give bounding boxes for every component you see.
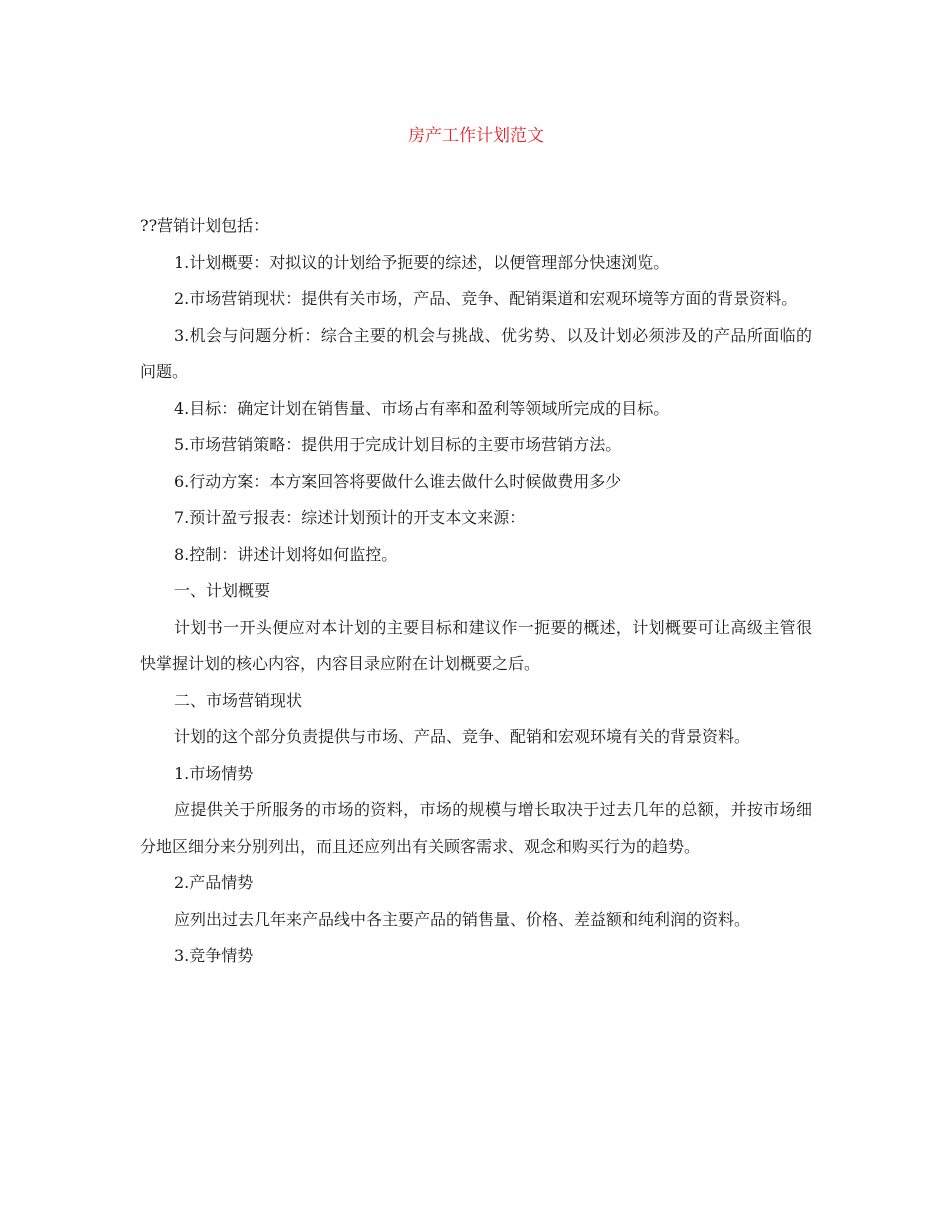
paragraph: 计划书一开头便应对本计划的主要目标和建议作一扼要的概述，计划概要可让高级主管很快掌握计划的核心内容，内容目录应附在计划概要之后。 xyxy=(140,617,812,673)
paragraph: 1.计划概要：对拟议的计划给予扼要的综述，以便管理部分快速浏览。 xyxy=(174,252,670,272)
paragraph: 一、计划概要 xyxy=(174,581,271,600)
paragraph: 6.行动方案：本方案回答将要做什么谁去做什么时候做费用多少 xyxy=(174,471,622,491)
document-body xyxy=(140,208,812,975)
document-page xyxy=(140,122,812,975)
paragraph: 4.目标：确定计划在销售量、市场占有率和盈利等领域所完成的目标。 xyxy=(174,398,670,418)
paragraph: 8.控制：讲述计划将如何监控。 xyxy=(174,544,398,564)
paragraph: 2.市场营销现状：提供有关市场，产品、竞争、配销渠道和宏观环境等方面的背景资料。 xyxy=(174,289,798,308)
paragraph: 应提供关于所服务的市场的资料，市场的规模与增长取决于过去几年的总额，并按市场细分地区细分来分别列出，而且还应列出有关顾客需求、观念和购买行为的趋势。 xyxy=(140,800,812,856)
paragraph: 计划的这个部分负责提供与市场、产品、竞争、配销和宏观环境有关的背景资料。 xyxy=(174,727,751,746)
paragraph: 3.机会与问题分析：综合主要的机会与挑战、优劣势、以及计划必须涉及的产品所面临的问题。 xyxy=(140,325,812,381)
paragraph: ??营销计划包括： xyxy=(140,216,270,235)
paragraph: 应列出过去几年来产品线中各主要产品的销售量、价格、差益额和纯利润的资料。 xyxy=(174,909,751,929)
paragraph: 5.市场营销策略：提供用于完成计划目标的主要市场营销方法。 xyxy=(174,435,622,454)
paragraph: 二、市场营销现状 xyxy=(174,690,303,710)
document-title: 房产工作计划范文 xyxy=(408,126,544,146)
paragraph: 3.竞争情势 xyxy=(174,946,254,965)
paragraph: 7.预计盈亏报表：综述计划预计的开支本文来源： xyxy=(174,508,526,527)
paragraph: 1.市场情势 xyxy=(174,763,254,783)
paragraph: 2.产品情势 xyxy=(174,873,254,892)
